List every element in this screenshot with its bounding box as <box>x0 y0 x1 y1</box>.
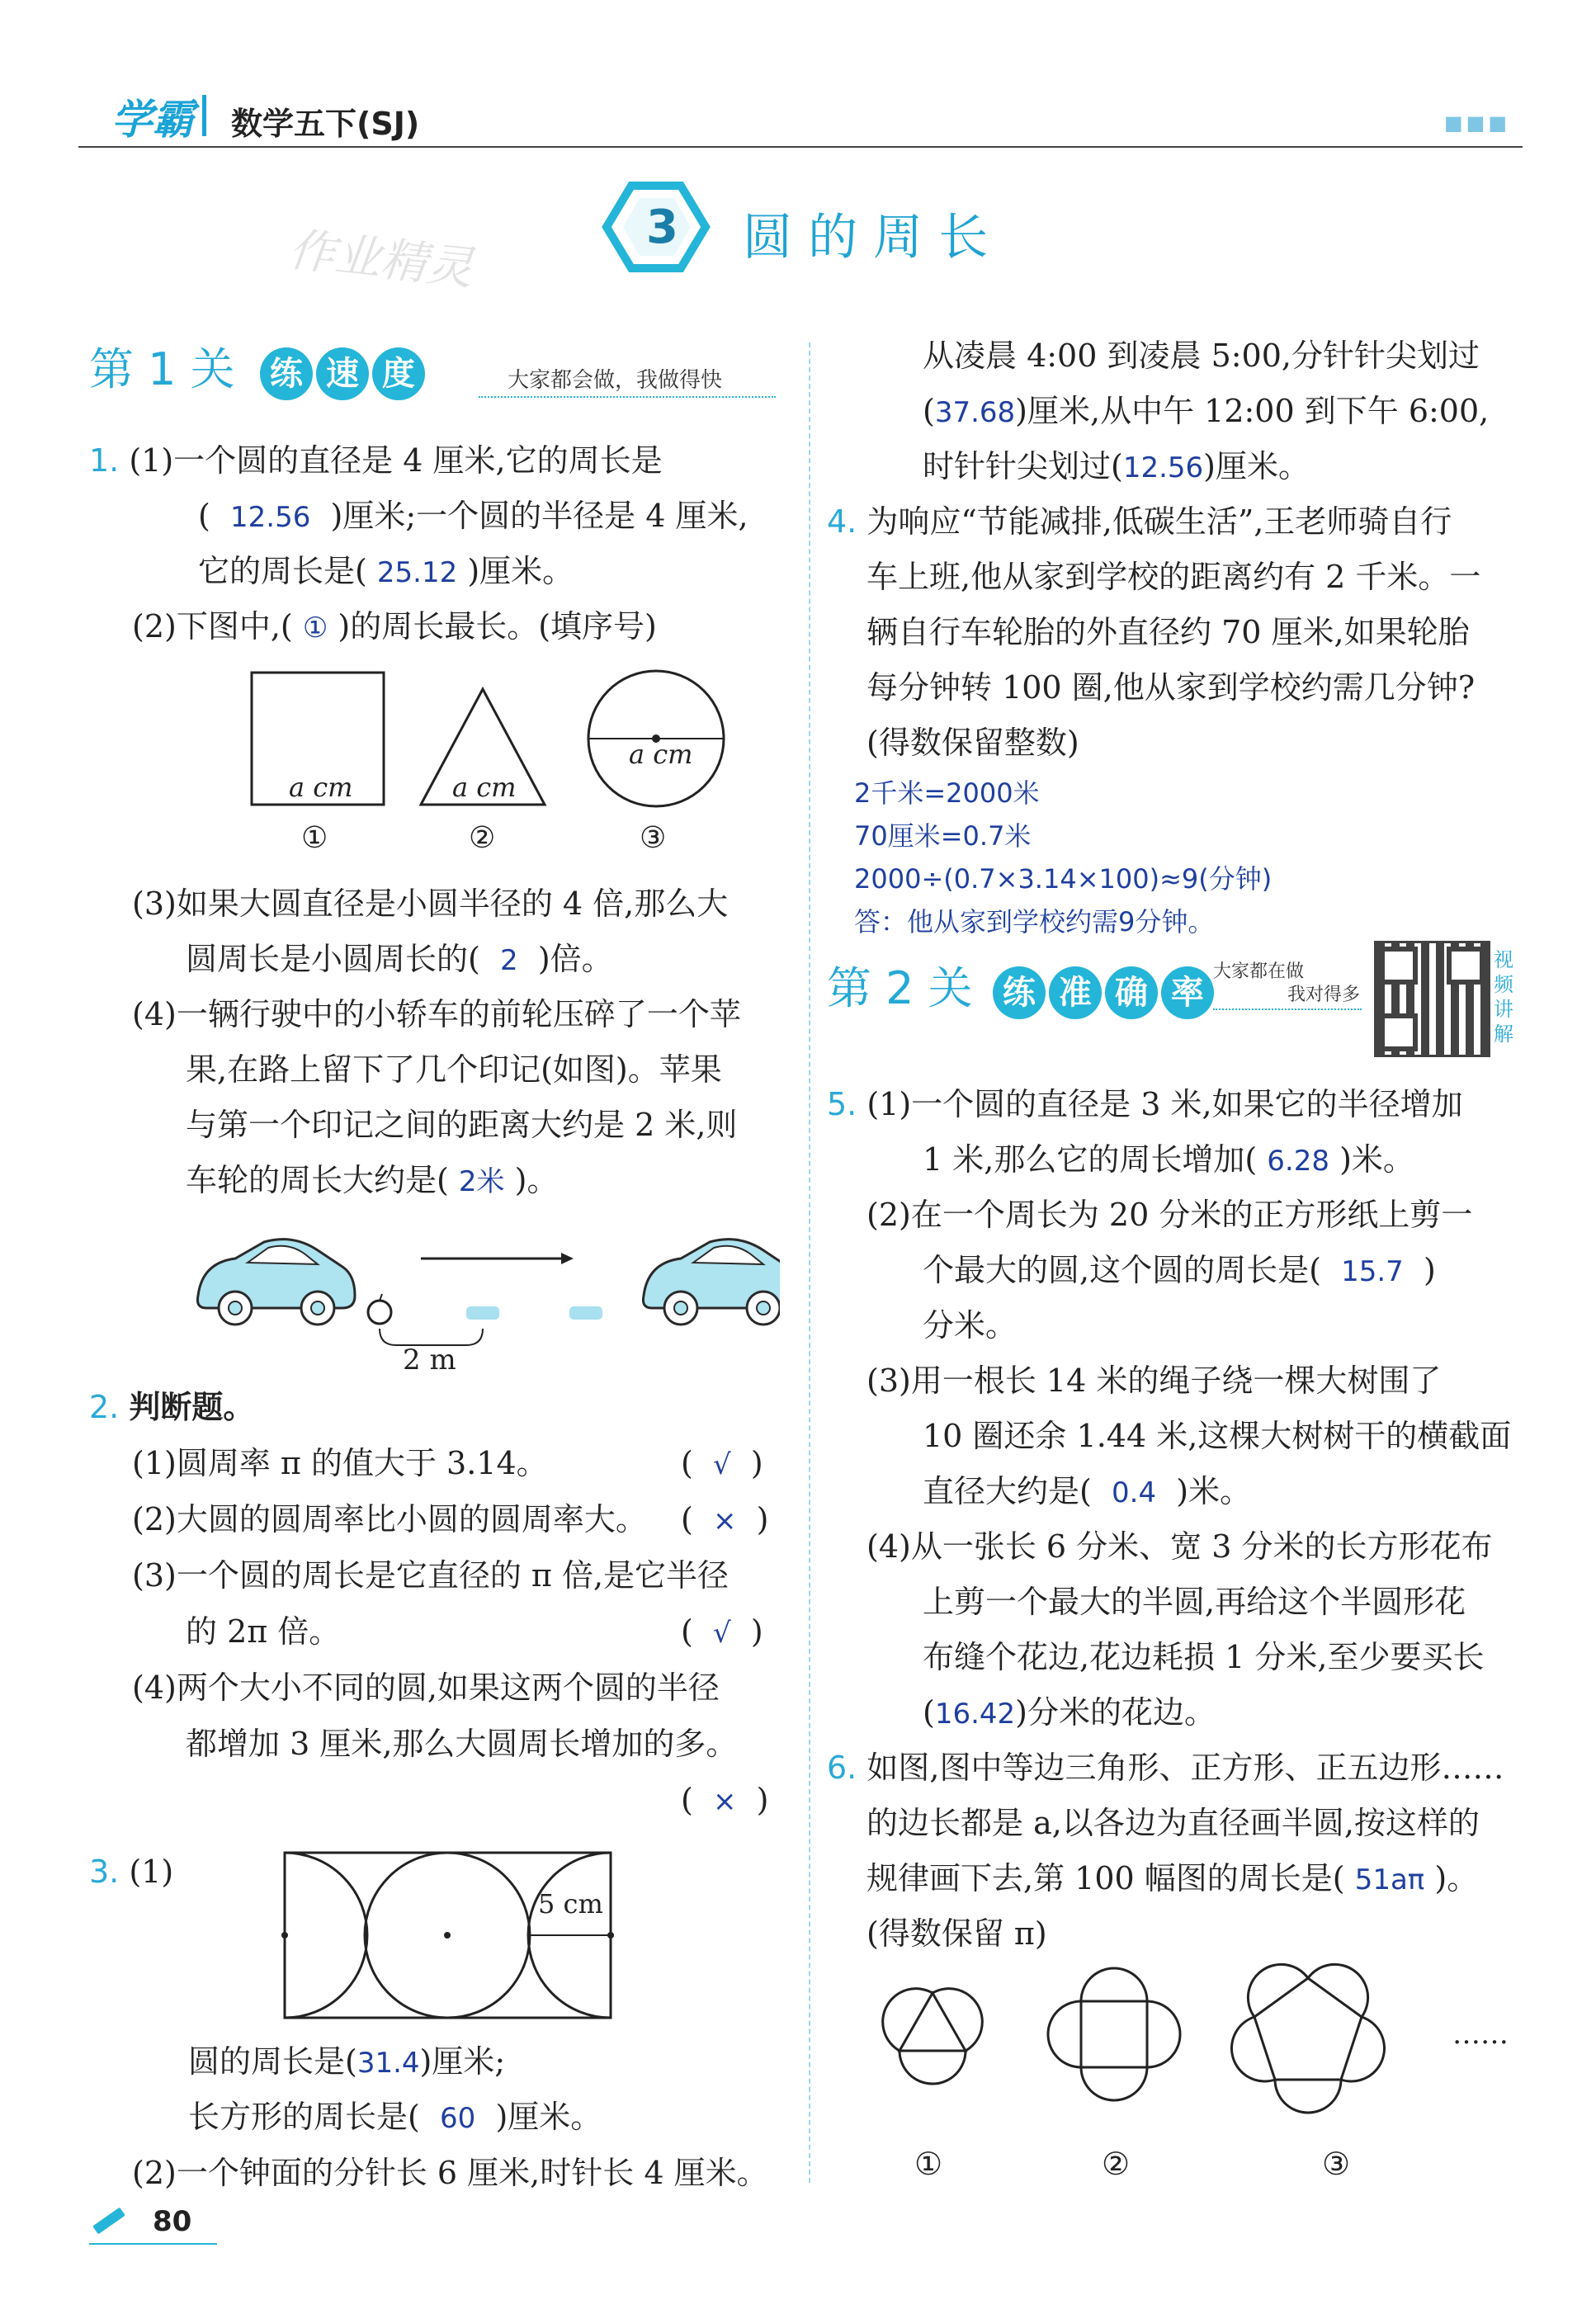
q4-work-3: 2000÷(0.7×3.14×100)≈9(分钟) <box>854 863 1273 895</box>
q6-fig-num-1: ① <box>914 2146 943 2182</box>
q6-fig-num-3: ③ <box>1322 2146 1351 2182</box>
q6-line3: 规律画下去,第 100 幅图的周长是( 51aπ )。 <box>866 1860 1479 1896</box>
q3-line3: (2)一个钟面的分针长 6 厘米,时针长 4 厘米。 <box>132 2155 768 2191</box>
q5-answer-4: 16.42 <box>934 1698 1016 1731</box>
q1-line1: 1. (1)一个圆的直径是 4 厘米,它的周长是 <box>89 442 663 479</box>
q6-line2: 的边长都是 a,以各边为直径画半圆,按这样的 <box>866 1805 1480 1841</box>
qr-code[interactable] <box>1374 941 1490 1057</box>
q4-work-4: 答：他从家到学校约需9分钟。 <box>854 906 1215 937</box>
q1-line5: (3)如果大圆直径是小圆半径的 4 倍,那么大 <box>132 886 729 922</box>
q1-answer-3: ① <box>302 612 328 645</box>
column-divider <box>809 342 810 2183</box>
q4-line3: 辆自行车轮胎的外直径约 70 厘米,如果轮胎 <box>866 614 1470 650</box>
q3-line2: 长方形的周长是( 60 )厘米。 <box>188 2099 602 2135</box>
q3-answer-3: 37.68 <box>934 396 1016 429</box>
level1-note: 大家都会做，我做得快 <box>508 368 723 393</box>
q6-dots: …… <box>1452 2018 1509 2051</box>
car-apple-figure <box>186 1221 780 1386</box>
q1-line6: 圆周长是小圆周长的( 2 )倍。 <box>186 941 613 977</box>
fig-num-3: ③ <box>640 821 667 855</box>
q2-item1: (1)圆周率 π 的值大于 3.14。 <box>132 1445 548 1481</box>
qr-side-label: 视频讲解 <box>1494 948 1513 1046</box>
q4-line1: 4. 为响应“节能减排,低碳生活”,王老师骑自行 <box>827 503 1452 540</box>
level1-note-rule <box>479 396 776 398</box>
fig-num-1: ① <box>301 821 328 855</box>
level2-badge-4: 率 <box>1161 966 1214 1019</box>
q3-line1: 圆的周长是(31.4)厘米; <box>188 2043 506 2080</box>
q5-line1: 5. (1)一个圆的直径是 3 米,如果它的半径增加 <box>827 1086 1463 1122</box>
car-left-icon <box>197 1240 355 1325</box>
q2-mark3: ( √ ) <box>681 1613 763 1650</box>
lesson-number: 3 <box>646 201 678 254</box>
level2-badge-1: 练 <box>993 966 1046 1019</box>
q1-answer-5: 2米 <box>458 1165 505 1198</box>
fig-num-2: ② <box>469 821 496 855</box>
q4-line2: 车上班,他从家到学校的距离约有 2 千米。一 <box>866 559 1481 595</box>
q4-line5: (得数保留整数) <box>866 725 1079 761</box>
q3-answer-2: 60 <box>440 2102 476 2135</box>
q6-line1: 6. 如图,图中等边三角形、正方形、正五边形…… <box>827 1750 1504 1786</box>
header-rule <box>78 146 1523 148</box>
q5-line7: 10 圈还余 1.44 米,这棵大树树干的横截面 <box>923 1418 1512 1454</box>
q6-line4: (得数保留 π) <box>866 1915 1047 1952</box>
q5-answer-1: 6.28 <box>1267 1145 1329 1178</box>
q5-line2: 1 米,那么它的周长增加( 6.28 )米。 <box>923 1141 1414 1178</box>
header-deco: ■■■ <box>1443 111 1510 135</box>
level1-badge-2: 速 <box>316 347 369 400</box>
imprint-1 <box>466 1306 499 1320</box>
watermark: 作业精灵 <box>286 223 476 296</box>
q4-work-1: 2千米=2000米 <box>854 777 1040 809</box>
q6-fig-num-2: ② <box>1102 2146 1131 2182</box>
q2-title: 2. 判断题。 <box>89 1389 255 1425</box>
q5-line5: 分米。 <box>923 1307 1018 1344</box>
lesson-title: 圆 的 周 长 <box>743 209 989 267</box>
level2-badge-2: 准 <box>1049 966 1102 1019</box>
q2-item2: (2)大圆的圆周率比小圆的圆周率大。 <box>132 1501 647 1537</box>
level2-note-b: 我对得多 <box>1287 985 1361 1005</box>
q2-mark1: ( √ ) <box>681 1445 763 1481</box>
q3-line4: 从凌晨 4:00 到凌晨 5:00,分针针尖划过 <box>923 338 1480 374</box>
q5-line6: (3)用一根长 14 米的绳子绕一棵大树围了 <box>866 1363 1442 1399</box>
q5-line4: 个最大的圆,这个圆的周长是( 15.7 ) <box>923 1252 1436 1288</box>
level1-label: 第 1 关 <box>89 343 235 395</box>
pentagon-semicircle-figure <box>1231 1964 1384 2113</box>
pencil-icon <box>92 2208 125 2235</box>
triangle-label: a cm <box>452 772 517 803</box>
header <box>78 78 1523 149</box>
distance-brace <box>380 1329 483 1345</box>
car-right-icon <box>643 1240 780 1325</box>
page-number: 80 <box>153 2205 192 2238</box>
q3-rect-circles-figure <box>276 1840 623 2030</box>
q3-line5: (37.68)厘米,从中午 12:00 到下午 6:00, <box>923 393 1490 429</box>
q6-pattern-figure <box>858 1956 1518 2137</box>
q4-line4: 每分钟转 100 圈,他从家到学校约需几分钟? <box>866 669 1476 706</box>
q5-line9: (4)从一张长 6 分米、宽 3 分米的长方形花布 <box>866 1528 1493 1565</box>
q1-line2: ( 12.56 )厘米;一个圆的半径是 4 厘米, <box>198 498 748 534</box>
q1-answer-1: 12.56 <box>230 501 311 534</box>
q6-answer: 51aπ <box>1354 1863 1425 1896</box>
q2-mark4: ( × ) <box>681 1782 769 1818</box>
q1-line8: 果,在路上留下了几个印记(如图)。苹果 <box>186 1051 722 1088</box>
q5-line12: (16.42)分米的花边。 <box>923 1694 1216 1731</box>
q1-line10: 车轮的周长大约是( 2米 )。 <box>186 1162 559 1198</box>
q2-mark2: ( × ) <box>681 1501 769 1537</box>
q3-line6: 时针针尖划过(12.56)厘米。 <box>923 448 1310 484</box>
book-title: 数学五下(SJ) <box>231 106 420 142</box>
q2-item4: (4)两个大小不同的圆,如果这两个圆的半径 <box>132 1670 720 1706</box>
q2-item3: (3)一个圆的周长是它直径的 π 倍,是它半径 <box>132 1557 730 1594</box>
level1-header <box>89 334 428 400</box>
footer-rule <box>89 2243 217 2245</box>
q2-item3b: 的 2π 倍。 <box>186 1613 341 1650</box>
q3-answer-1: 31.4 <box>357 2047 420 2080</box>
square-semicircle-figure <box>1048 1968 1180 2100</box>
level1-badge-3: 度 <box>372 347 425 400</box>
brand-separator <box>202 95 206 136</box>
q1-answer-4: 2 <box>500 944 518 977</box>
circle-label: a cm <box>629 739 693 770</box>
q2-item4b: 都增加 3 厘米,那么大圆周长增加的多。 <box>186 1726 738 1762</box>
square-label: a cm <box>289 772 353 803</box>
triangle-semicircle-figure <box>883 1989 983 2084</box>
level2-badge-3: 确 <box>1105 966 1158 1019</box>
q1-line7: (4)一辆行驶中的小轿车的前轮压碎了一个苹 <box>132 996 741 1032</box>
q4-work-2: 70厘米=0.7米 <box>854 820 1032 852</box>
imprint-2 <box>569 1306 602 1320</box>
level2-label: 第 2 关 <box>827 962 973 1014</box>
q3-answer-4: 12.56 <box>1122 451 1204 484</box>
q1-line4: (2)下图中,( ① )的周长最长。(填序号) <box>132 608 657 645</box>
q3-radius-label: 5 cm <box>538 1888 603 1920</box>
distance-label: 2 m <box>403 1344 456 1377</box>
q5-line8: 直径大约是( 0.4 )米。 <box>923 1473 1252 1509</box>
q1-line9: 与第一个印记之间的距离大约是 2 米,则 <box>186 1107 738 1143</box>
q5-line10: 上剪一个最大的半圆,再给这个半圆形花 <box>923 1584 1466 1620</box>
q1-line3: 它的周长是( 25.12 )厘米。 <box>198 553 574 589</box>
q1-answer-2: 25.12 <box>376 556 458 589</box>
q3-title: 3. (1) <box>89 1854 174 1890</box>
q5-answer-2: 15.7 <box>1341 1255 1404 1288</box>
apple-icon <box>368 1301 391 1324</box>
level2-header <box>827 953 1217 1019</box>
q5-line11: 布缝个花边,花边耗损 1 分米,至少要买长 <box>923 1639 1485 1675</box>
q5-answer-3: 0.4 <box>1112 1476 1157 1509</box>
level2-note-rule <box>1213 1008 1362 1010</box>
level2-note-a: 大家都在做 <box>1213 961 1305 982</box>
brand-logo: 学霸 <box>111 96 194 144</box>
level1-badge-1: 练 <box>260 347 313 400</box>
q5-line3: (2)在一个周长为 20 分米的正方形纸上剪一 <box>866 1197 1473 1233</box>
